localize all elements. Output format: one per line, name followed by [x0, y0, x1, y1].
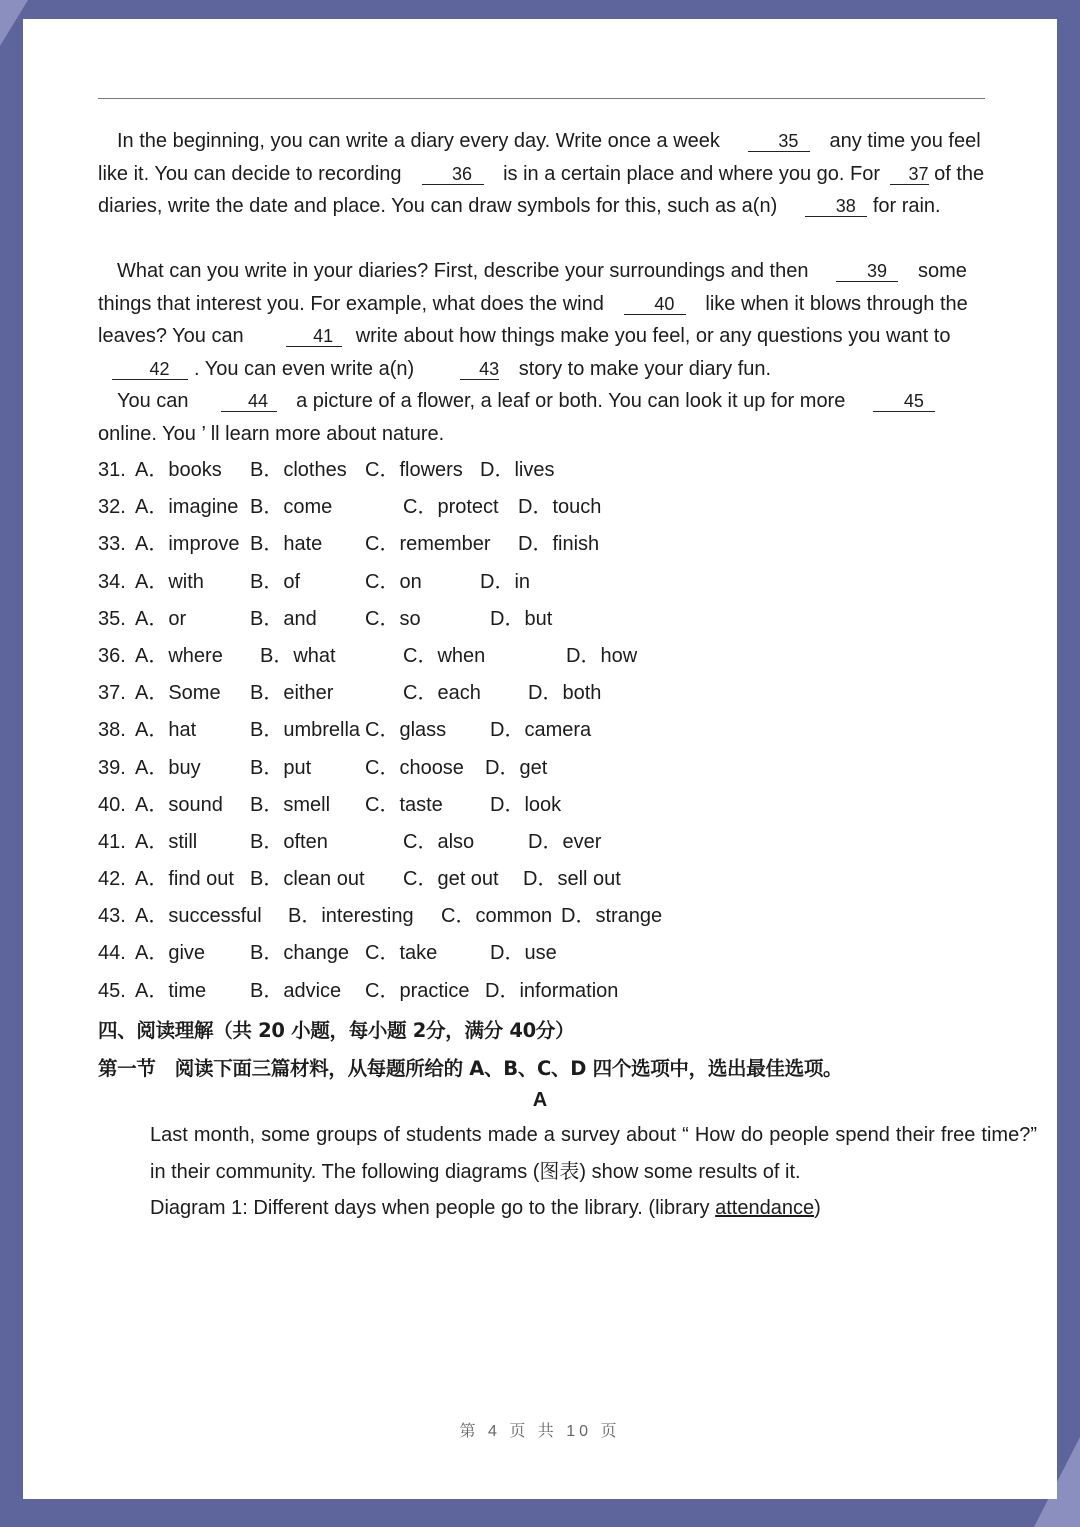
option-b: B．of — [250, 570, 301, 593]
option-d: D．finish — [518, 533, 600, 556]
option-d: D．but — [490, 607, 553, 630]
header-rule — [98, 98, 985, 99]
option-row — [98, 973, 798, 1010]
option-c: C．practice — [365, 979, 470, 1002]
question-number: 36. — [98, 644, 126, 667]
blank-37: 37 — [890, 164, 929, 185]
option-row — [98, 898, 798, 935]
option-a: A．hat — [135, 719, 197, 742]
question-number: 35. — [98, 607, 126, 630]
option-d: D．strange — [561, 905, 663, 928]
option-a: A．sound — [135, 793, 223, 816]
option-row — [98, 452, 798, 489]
option-row — [98, 861, 798, 898]
blank-40: 40 — [624, 294, 686, 315]
blank-45: 45 — [873, 391, 935, 412]
option-b: B．hate — [250, 533, 323, 556]
blank-43: 43 — [460, 359, 499, 380]
section-heading: 四、阅读理解（共 20 小题，每小题 2分，满分 40分） — [98, 1019, 575, 1042]
option-d: D．touch — [518, 496, 602, 519]
option-row — [98, 638, 798, 675]
option-c: C．take — [365, 942, 438, 965]
option-c: C．on — [365, 570, 422, 593]
blank-41: 41 — [286, 326, 342, 347]
question-number: 40. — [98, 793, 126, 816]
option-d: D．camera — [490, 719, 592, 742]
option-a: A．where — [135, 644, 223, 667]
option-c: C．remember — [365, 533, 491, 556]
blank-35: 35 — [748, 131, 810, 152]
option-c: C．protect — [403, 496, 499, 519]
option-b: B．clean out — [250, 868, 365, 891]
question-number: 42. — [98, 868, 126, 891]
option-b: B．and — [250, 607, 317, 630]
option-b: B．clothes — [250, 459, 347, 481]
option-d: D．look — [490, 793, 562, 816]
blank-38: 38 — [805, 196, 867, 217]
passage-paragraph: Last month, some groups of students made a survey about “ How do people spend their free time?” in their community. The following diagrams (图表) show some results of it. — [150, 1124, 1037, 1183]
cloze-paragraph-1: In the beginning, you can write a diary every day. Write once a week 35 any time you feel like it. You can decide to recording 36 is in a certain place and where you go. For 37 of the diaries, write the date and place. You can draw symbols for this, such as a(n) 38 for rain. — [98, 130, 985, 217]
question-number: 33. — [98, 533, 126, 556]
option-c: C．when — [403, 644, 486, 667]
option-row — [98, 601, 798, 638]
question-number: 34. — [98, 570, 126, 593]
option-row — [98, 675, 798, 712]
question-number: 39. — [98, 756, 126, 779]
option-row — [98, 824, 798, 861]
question-number: 38. — [98, 719, 126, 742]
option-a: A．buy — [135, 756, 201, 779]
option-d: D．how — [566, 644, 638, 667]
option-a: A．give — [135, 942, 206, 965]
option-d: D．in — [480, 570, 531, 593]
option-d: D．ever — [528, 830, 602, 853]
blank-42: 42 — [112, 359, 188, 380]
option-b: B．put — [250, 756, 312, 779]
option-a: A．improve — [135, 533, 240, 556]
option-d: D．information — [485, 979, 619, 1002]
option-b: B．either — [250, 682, 334, 705]
question-number: 44. — [98, 942, 126, 965]
option-d: D．use — [490, 942, 557, 965]
option-d: D．get — [485, 756, 548, 779]
section-subheading: 第一节 阅读下面三篇材料，从每题所给的 A、B、C、D 四个选项中，选出最佳选项。 — [98, 1057, 843, 1080]
option-row — [98, 526, 798, 563]
option-c: C．also — [403, 830, 475, 853]
option-c: C．flowers — [365, 459, 463, 481]
option-b: B．smell — [250, 793, 331, 816]
option-a: A．imagine — [135, 496, 239, 519]
option-row — [98, 564, 798, 601]
blank-44: 44 — [221, 391, 277, 412]
option-b: B．often — [250, 830, 328, 853]
option-b: B．umbrella — [250, 719, 361, 742]
question-number: 45. — [98, 979, 126, 1002]
blank-36: 36 — [422, 164, 484, 185]
option-c: C．so — [365, 607, 421, 630]
passage-letter: A — [532, 1089, 548, 1111]
option-d: D．both — [528, 682, 602, 705]
option-c: C．common — [441, 905, 553, 928]
option-c: C．get out — [403, 868, 499, 891]
option-b: B．advice — [250, 979, 342, 1002]
question-number: 43. — [98, 905, 126, 928]
option-a: A．time — [135, 979, 207, 1002]
question-number: 37. — [98, 682, 126, 705]
cloze-paragraph-2: What can you write in your diaries? First, describe your surroundings and then 39 some things that interest you. For example, what does the wind 40 like when it blows through the leaves? You can 41 write about how things make you feel, or any questions you want to42 . You can even write a(n) 43 story to make your diary fun. — [98, 260, 968, 380]
option-row — [98, 787, 798, 824]
option-a: A．Some — [135, 682, 221, 705]
page-footer: 第 4 页 共 10 页 — [459, 1423, 621, 1440]
option-b: B．interesting — [288, 905, 414, 928]
option-a: A．still — [135, 830, 198, 853]
option-row — [98, 712, 798, 749]
option-row — [98, 750, 798, 787]
option-d: D．lives — [480, 459, 555, 481]
cloze-paragraph-3: You can 44 a picture of a flower, a leaf or both. You can look it up for more 45 online. You ’ ll learn more about nature. — [98, 385, 988, 450]
option-c: C．taste — [365, 793, 443, 816]
option-a: A．with — [135, 570, 204, 593]
option-a: A．books — [135, 459, 222, 481]
option-a: A．find out — [135, 868, 234, 891]
option-d: D．sell out — [523, 868, 621, 891]
document-page — [23, 19, 1057, 1499]
option-b: B．what — [260, 644, 336, 667]
question-number: 41. — [98, 830, 126, 853]
blank-39: 39 — [836, 261, 898, 282]
option-c: C．choose — [365, 756, 464, 779]
option-c: C．each — [403, 682, 481, 705]
diagram-caption: Diagram 1: Different days when people go to the library. (library attendance) — [150, 1197, 821, 1219]
answer-options-list — [98, 452, 798, 1010]
option-b: B．come — [250, 496, 333, 519]
option-a: A．successful — [135, 905, 262, 928]
option-row — [98, 489, 798, 526]
option-b: B．change — [250, 942, 349, 965]
option-a: A．or — [135, 607, 187, 630]
option-row — [98, 935, 798, 972]
question-number: 32. — [98, 496, 126, 519]
option-c: C．glass — [365, 719, 447, 742]
question-number: 31. — [98, 459, 126, 481]
